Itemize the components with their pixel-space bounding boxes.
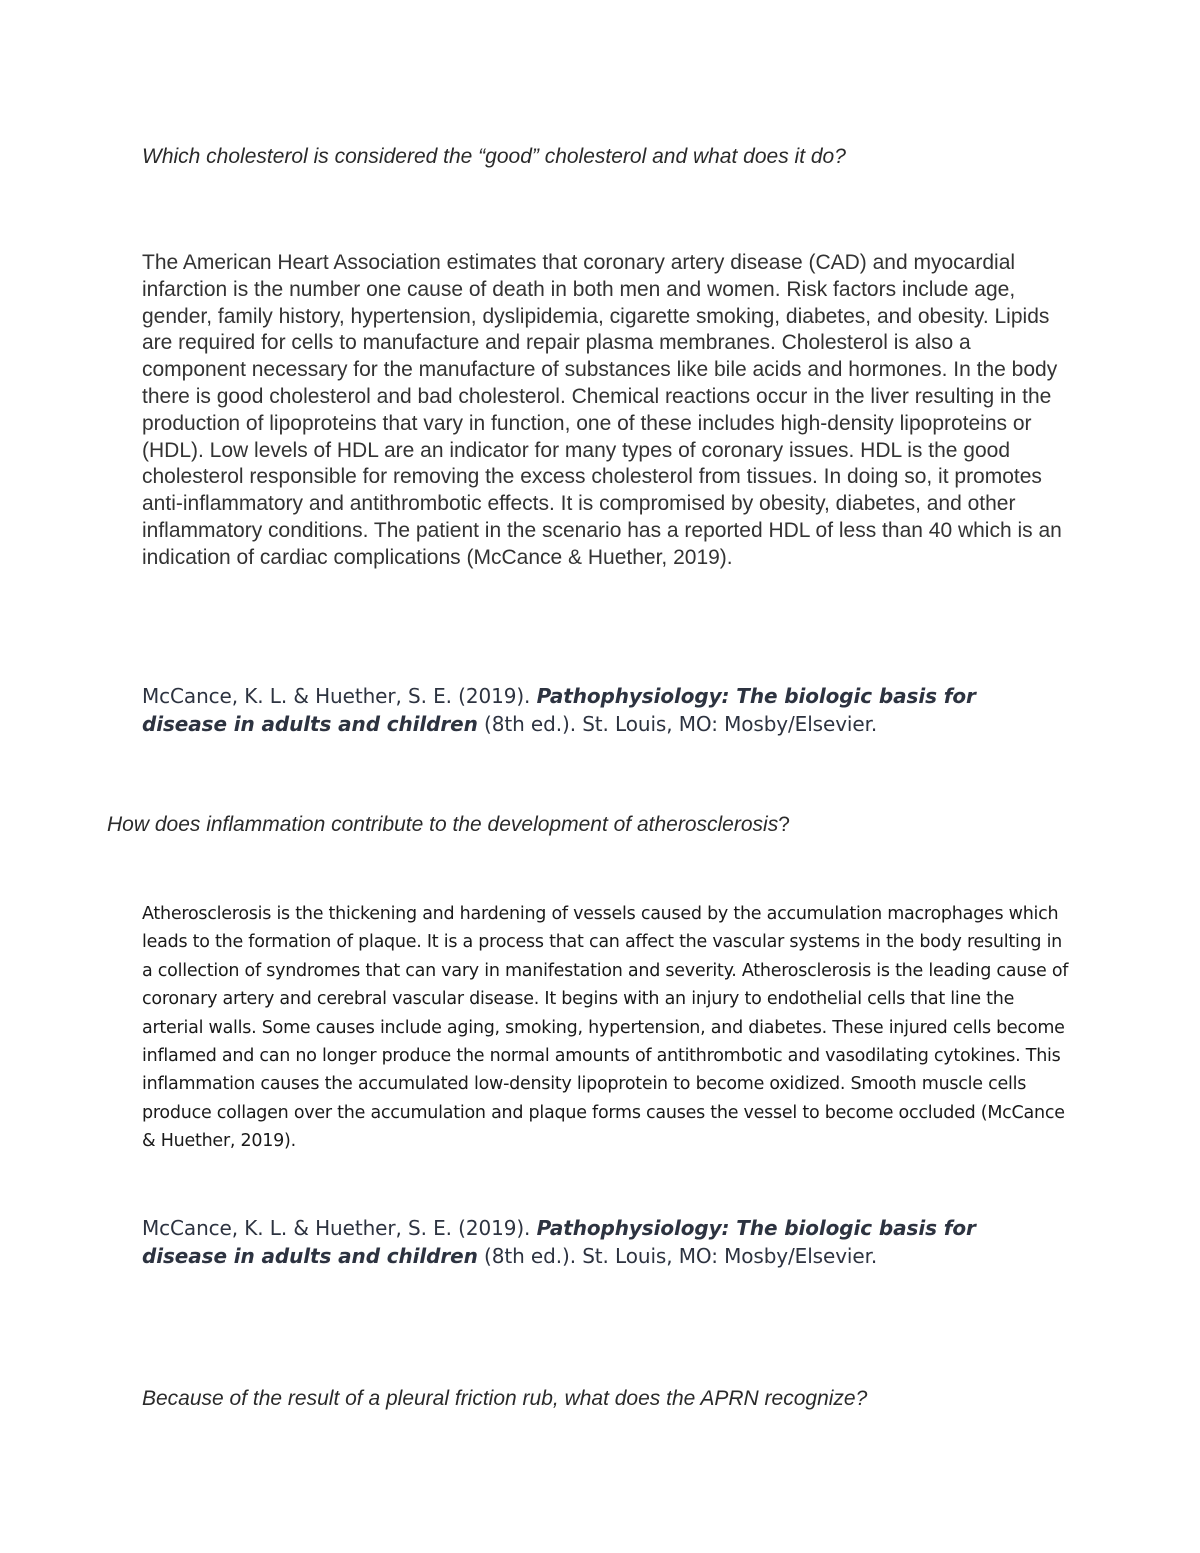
question-3: Because of the result of a pleural friction rub, what does the APRN recognize?	[142, 1387, 868, 1410]
question-2-text: How does inflammation contribute to the development of atherosclerosis	[107, 813, 779, 836]
reference-1	[142, 682, 1062, 738]
reference-authors: McCance, K. L. & Huether, S. E. (2019).	[142, 684, 531, 708]
reference-2	[142, 1214, 1062, 1270]
reference-authors: McCance, K. L. & Huether, S. E. (2019).	[142, 1216, 531, 1240]
question-1: Which cholesterol is considered the “good” cholesterol and what does it do?	[142, 145, 846, 168]
answer-2: Atherosclerosis is the thickening and hardening of vessels caused by the accumulation macrophages which leads to the formation of plaque. It is a process that can affect the vascular systems in the body resulting in a collection of syndromes that can vary in manifestation and severity. Atherosclerosis is the leading cause of coronary artery and cerebral vascular disease. It begins with an injury to endothelial cells that line the arterial walls. Some causes include aging, smoking, hypertension, and diabetes. These injured cells become inflamed and can no longer produce the normal amounts of antithrombotic and vasodilating cytokines. This inflammation causes the accumulated low-density lipoprotein to become oxidized. Smooth muscle cells produce collagen over the accumulation and plaque forms causes the vessel to become occluded (McCance & Huether, 2019).	[142, 904, 1069, 1152]
reference-title: Pathophysiology: The biologic basis for disease in adults and children	[142, 1216, 976, 1268]
answer-1: The American Heart Association estimates that coronary artery disease (CAD) and myocardial infarction is the number one cause of death in both men and women. Risk factors include age, gender, family history, hypertension, dyslipidemia, cigarette smoking, diabetes, and obesity. Lipids are required for cells to manufacture and repair plasma membranes. Cholesterol is also a component necessary for the manufacture of substances like bile acids and hormones. In the body there is good cholesterol and bad cholesterol. Chemical reactions occur in the liver resulting in the production of lipoproteins that vary in function, one of these includes high-density lipoproteins or (HDL). Low levels of HDL are an indicator for many types of coronary issues. HDL is the good cholesterol responsible for removing the excess cholesterol from tissues. In doing so, it promotes anti-inflammatory and antithrombotic effects. It is compromised by obesity, diabetes, and other inflammatory conditions. The patient in the scenario has a reported HDL of less than 40 which is an indication of cardiac complications (McCance & Huether, 2019).	[142, 251, 1062, 569]
question-2-mark: ?	[778, 813, 790, 836]
reference-publisher: (8th ed.). St. Louis, MO: Mosby/Elsevier.	[484, 1244, 878, 1268]
reference-title: Pathophysiology: The biologic basis for disease in adults and children	[142, 684, 976, 736]
question-2	[107, 812, 1107, 838]
reference-publisher: (8th ed.). St. Louis, MO: Mosby/Elsevier.	[484, 712, 878, 736]
